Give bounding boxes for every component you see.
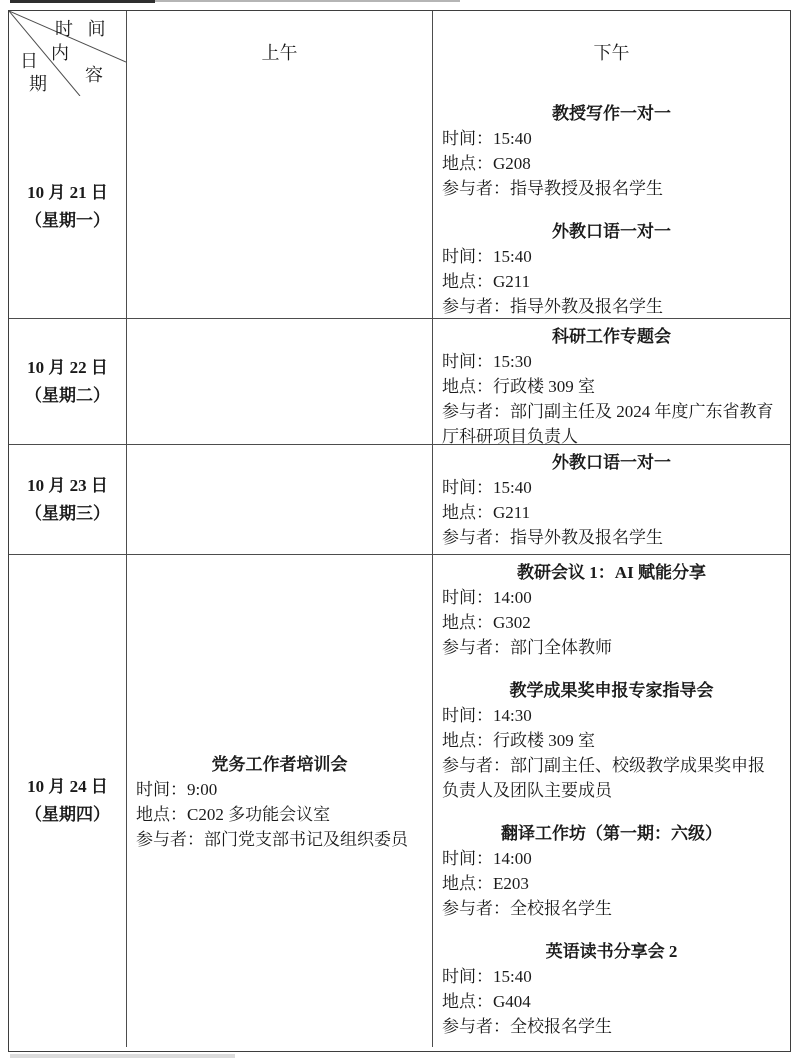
event-time-line (442, 475, 781, 500)
location-label: 地点： (442, 613, 493, 632)
event-time-line (442, 126, 781, 151)
participants-label: 参与者： (442, 756, 510, 775)
date-cell (9, 445, 126, 554)
location-value: G302 (493, 613, 531, 632)
location-label: 地点： (442, 992, 493, 1011)
event-participants-line (442, 1014, 781, 1039)
afternoon-cell (432, 319, 790, 444)
event-block (442, 450, 781, 550)
event-participants-line (136, 827, 423, 852)
event-block (442, 939, 781, 1039)
participants-label: 参与者： (442, 402, 510, 421)
time-label: 时间： (442, 849, 493, 868)
time-label: 时间： (442, 706, 493, 725)
participants-value: 部门党支部书记及组织委员 (204, 829, 408, 849)
weekday-label: （星期三） (25, 503, 110, 523)
time-value: 9:00 (187, 779, 218, 799)
afternoon-column-header: 下午 (432, 11, 790, 96)
location-label: 地点： (442, 154, 493, 173)
event-block (442, 219, 781, 318)
participants-value: 指导外教及报名学生 (510, 528, 663, 547)
time-value: 15:40 (493, 247, 532, 266)
time-value: 14:00 (493, 849, 532, 868)
event-block (442, 821, 781, 921)
event-block (442, 101, 781, 201)
corner-date-char-2: 期 (29, 74, 47, 94)
corner-content-char-1: 内 (51, 43, 69, 63)
scan-artifact-top-dark (10, 0, 155, 3)
event-time-line (136, 777, 423, 802)
event-block (442, 560, 781, 660)
time-label: 时间： (442, 588, 493, 607)
event-block (442, 678, 781, 803)
event-block (442, 324, 781, 444)
location-value: G208 (493, 154, 531, 173)
event-title: 教授写作一对一 (552, 104, 671, 123)
event-participants-line (442, 753, 781, 803)
corner-content-char-2: 容 (85, 65, 103, 85)
participants-label: 参与者： (442, 528, 510, 547)
schedule-row (9, 96, 790, 318)
morning-cell (126, 319, 432, 444)
afternoon-cell (432, 445, 790, 554)
event-time-line (442, 703, 781, 728)
afternoon-cell (432, 96, 790, 318)
event-title: 外教口语一对一 (552, 453, 671, 472)
time-value: 15:40 (493, 129, 532, 148)
event-participants-line (442, 399, 781, 444)
afternoon-cell (432, 555, 790, 1047)
event-participants-line (442, 525, 781, 550)
location-value: G211 (493, 272, 531, 291)
event-title: 党务工作者培训会 (211, 754, 348, 774)
date-label: 10 月 21 日 (27, 183, 108, 202)
location-label: 地点： (442, 503, 493, 522)
event-location-line (136, 802, 423, 827)
participants-label: 参与者： (136, 829, 204, 849)
schedule-row (9, 318, 790, 444)
participants-label: 参与者： (442, 1017, 510, 1036)
event-participants-line (442, 176, 781, 201)
time-value: 15:40 (493, 967, 532, 986)
time-value: 14:00 (493, 588, 532, 607)
location-value: G211 (493, 503, 531, 522)
event-title: 科研工作专题会 (552, 327, 671, 346)
weekday-label: （星期一） (25, 211, 110, 230)
event-title: 教研会议 1：AI 赋能分享 (517, 563, 706, 582)
date-cell (9, 96, 126, 318)
location-label: 地点： (442, 377, 493, 396)
participants-value: 部门全体教师 (510, 638, 612, 657)
location-value: G404 (493, 992, 531, 1011)
location-value: E203 (493, 874, 529, 893)
morning-column-header: 上午 (126, 11, 432, 96)
corner-date-char-1: 日 (20, 51, 38, 71)
event-title: 英语读书分享会 2 (545, 942, 678, 961)
time-label: 时间： (442, 478, 493, 497)
event-location-line (442, 269, 781, 294)
event-time-line (442, 349, 781, 374)
event-participants-line (442, 294, 781, 318)
date-label: 10 月 22 日 (27, 357, 108, 377)
time-value: 15:30 (493, 352, 532, 371)
weekday-label: （星期四） (25, 805, 110, 824)
morning-cell (126, 96, 432, 318)
scan-artifact-top-light (155, 0, 460, 2)
date-cell (9, 319, 126, 444)
event-participants-line (442, 635, 781, 660)
location-value: 行政楼 309 室 (493, 377, 595, 396)
event-location-line (442, 610, 781, 635)
event-title: 翻译工作坊（第一期：六级） (501, 824, 722, 843)
participants-label: 参与者： (442, 297, 510, 316)
event-location-line (442, 989, 781, 1014)
participants-value: 全校报名学生 (510, 1017, 612, 1036)
header-row (9, 11, 790, 96)
location-label: 地点： (442, 874, 493, 893)
event-time-line (442, 964, 781, 989)
location-label: 地点： (442, 731, 493, 750)
event-location-line (442, 500, 781, 525)
participants-label: 参与者： (442, 179, 510, 198)
participants-value: 部门副主任、校级教学成果奖申报负责人及团队主要成员 (442, 756, 765, 800)
date-label: 10 月 23 日 (27, 475, 108, 495)
schedule-table (8, 10, 791, 1052)
morning-cell (126, 445, 432, 554)
schedule-rows (9, 96, 790, 1047)
corner-header-cell (9, 11, 126, 96)
participants-value: 全校报名学生 (510, 899, 612, 918)
event-participants-line (442, 896, 781, 921)
time-label: 时间： (136, 779, 187, 799)
time-label: 时间： (442, 967, 493, 986)
time-label: 时间： (442, 129, 493, 148)
event-time-line (442, 846, 781, 871)
time-label: 时间： (442, 352, 493, 371)
date-label: 10 月 24 日 (27, 777, 108, 796)
date-cell (9, 555, 126, 1047)
participants-label: 参与者： (442, 638, 510, 657)
event-block (136, 752, 423, 852)
participants-value: 指导外教及报名学生 (510, 297, 663, 316)
time-label: 时间： (442, 247, 493, 266)
schedule-row (9, 444, 790, 554)
location-label: 地点： (136, 804, 187, 824)
event-location-line (442, 871, 781, 896)
participants-value: 部门副主任及 2024 年度广东省教育厅科研项目负责人 (442, 402, 774, 444)
schedule-row (9, 554, 790, 1047)
event-title: 教学成果奖申报专家指导会 (509, 681, 714, 700)
time-value: 15:40 (493, 478, 532, 497)
event-title: 外教口语一对一 (552, 222, 671, 241)
event-location-line (442, 374, 781, 399)
scan-artifact-bottom (10, 1054, 235, 1058)
location-value: 行政楼 309 室 (493, 731, 595, 750)
time-value: 14:30 (493, 706, 532, 725)
event-time-line (442, 244, 781, 269)
morning-cell (126, 555, 432, 1047)
corner-time-label: 时 间 (55, 19, 111, 39)
event-time-line (442, 585, 781, 610)
event-location-line (442, 728, 781, 753)
location-label: 地点： (442, 272, 493, 291)
location-value: C202 多功能会议室 (187, 804, 331, 824)
event-location-line (442, 151, 781, 176)
weekday-label: （星期二） (25, 385, 110, 405)
participants-value: 指导教授及报名学生 (510, 179, 663, 198)
participants-label: 参与者： (442, 899, 510, 918)
